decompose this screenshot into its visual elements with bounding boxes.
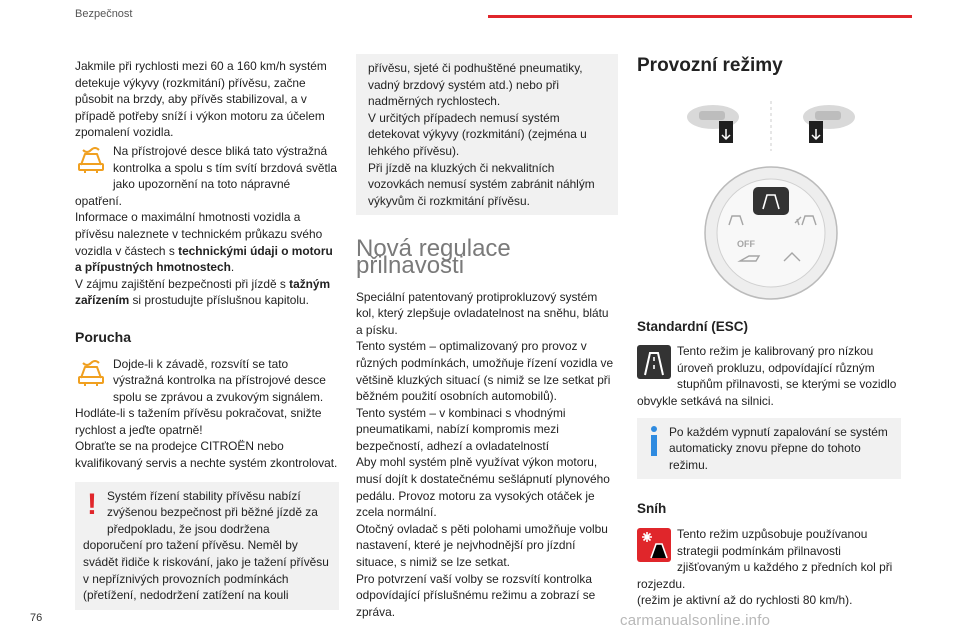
paragraph: Otočný ovladač s pěti polohami umožňuje volbu nastavení, které je nejvhodnější pro jízdní situace, s nimiž se lze setkat. xyxy=(356,521,608,570)
section-title: Nová regulace přilnavosti xyxy=(356,235,511,279)
rotary-dial-icon xyxy=(705,167,837,299)
warning-box xyxy=(75,482,339,610)
section-heading: Porucha xyxy=(75,328,132,345)
grip-control-illustration xyxy=(637,89,901,303)
exclamation-icon: ! xyxy=(87,487,97,521)
steering-wheel-left-icon xyxy=(687,105,739,143)
bold-text: tažným zařízením xyxy=(75,276,331,308)
paragraph: Speciální patentovaný protiprokluzový systém kol, který zlepšuje ovladatelnost na sněhu, blátu a písku. xyxy=(356,289,609,337)
paragraph: Na přístrojové desce bliká tato výstražná kontrolka a spolu s tím svítí brzdová světla jako upozornění na toto nápravné opatření. xyxy=(75,143,338,208)
watermark: carmanualsonline.info xyxy=(620,612,771,629)
standard-mode-icon xyxy=(637,345,671,379)
trailer-warning-icon xyxy=(75,145,107,177)
mode-heading-snow: Sníh xyxy=(637,501,667,517)
mode-paragraph xyxy=(637,343,901,409)
mode-paragraph xyxy=(637,526,901,592)
text: . xyxy=(230,260,235,275)
paragraph xyxy=(75,276,339,309)
mode-heading-standard: Standardní (ESC) xyxy=(637,318,749,334)
paragraph: Tento systém – optimalizovaný pro provoz v různých podmínkách, umožňuje řízení vozidla ve většině kluzkých situací (s nimiž se lze setkat při běžném použití osobních automobilů). xyxy=(356,339,614,404)
info-box xyxy=(637,418,901,480)
warning-box-continued xyxy=(356,54,618,215)
text: Informace o maximální hmotnosti vozidla a přívěsu naleznete v technickém průkazu svého vozidla v částech s xyxy=(75,210,323,258)
warning-text: Systém řízení stability přívěsu nabízí zvýšenou bezpečnost při běžné jízdě za předpokladu, že jsou dodržena doporučení pro tažení přívěsu. Neměl by svádět řidiče k riskování, jako je tažení přívěsu v nepříznivých provozních podmínkách (přetížení, nedodržení zatížení na kouli xyxy=(83,488,329,603)
paragraph: Jakmile při rychlosti mezi 60 a 160 km/h systém detekuje výkyvy (rozkmitání) přívěsu, začne působit na brzdy, aby přívěs stabilizoval, a v případě potřeby sníží i výkon motoru za účelem zpomalení vozidla. xyxy=(75,59,327,140)
paragraph: Tento systém – v kombinaci s vhodnými pneumatikami, nabízí kompromis mezi bezpečností, adhezí a ovladatelností xyxy=(356,405,566,453)
snow-mode-icon xyxy=(637,528,671,562)
trailer-warning-icon xyxy=(75,358,107,390)
section-title: Provozní režimy xyxy=(637,55,783,76)
bold-text: technickými údaji o motoru a přípustných hmotnostech xyxy=(75,243,333,275)
paragraph: Dojde-li k závadě, rozsvítí se tato výstražná kontrolka na přístrojové desce spolu se zprávou a zvukovým signálem. xyxy=(113,356,326,404)
grip-control-dial-illustration xyxy=(637,89,901,303)
paragraph: Pro potvrzení vaší volby se rozsvítí kontrolka odpovídající příslušnému režimu a zobrazí se zpráva. xyxy=(356,571,596,619)
warning-text: V určitých případech nemusí systém detekovat výkyvy (rozkmitání) (zejména u lehkého přívěsu). xyxy=(368,110,587,158)
header-accent-bar xyxy=(488,15,912,18)
column-left xyxy=(75,58,339,610)
paragraph xyxy=(75,209,339,275)
paragraph: Tento režim je kalibrovaný pro nízkou úroveň prokluzu, odpovídající různým stupňům přilnavosti, se kterými se vozidlo obvykle setkává na silnici. xyxy=(637,344,897,408)
paragraph: Tento režim uzpůsobuje používanou strategii podmínkám přilnavosti zjišťovaným u každého z předních kol při rozjezdu. xyxy=(637,526,893,591)
steering-wheel-right-icon xyxy=(803,105,855,143)
dial-off-label: OFF xyxy=(737,238,755,249)
warning-text: přívěsu, sjeté či podhuštěné pneumatiky, vadný brzdový systém atd.) nebo při nadměrných rychlostech. xyxy=(368,61,583,109)
column-right xyxy=(637,55,901,609)
paragraph: (režim je aktivní až do rychlosti 80 km/h). xyxy=(637,593,853,608)
warning-text: Při jízdě na kluzkých či nekvalitních vozovkách nemusí systém zabránit náhlým výkyvům či rozkmitání přívěsu. xyxy=(368,160,595,208)
running-header: Bezpečnost xyxy=(75,8,133,20)
column-middle xyxy=(356,58,618,620)
info-icon xyxy=(645,424,663,458)
info-text: Po každém vypnutí zapalování se systém automaticky znovu přepne do tohoto režimu. xyxy=(669,424,888,472)
paragraph: Obraťte se na prodejce CITROËN nebo kvalifikovaný servis a nechte systém zkontrolovat. xyxy=(75,439,338,471)
paragraph: Hodláte-li s tažením přívěsu pokračovat, snižte rychlost a jeďte opatrně! xyxy=(75,406,322,437)
text: si prostudujte příslušnou kapitolu. xyxy=(129,293,309,308)
text: V zájmu zajištění bezpečnosti při jízdě s xyxy=(75,276,290,291)
warning-paragraph xyxy=(75,356,339,406)
page-number: 76 xyxy=(30,612,43,624)
warning-paragraph xyxy=(75,143,339,209)
paragraph: Aby mohl systém plně využívat výkon motoru, musí dojít k dostatečnému sešlápnutí plynového pedálu. Provoz motoru za vysokých otáček je zcela normální. xyxy=(356,455,610,520)
